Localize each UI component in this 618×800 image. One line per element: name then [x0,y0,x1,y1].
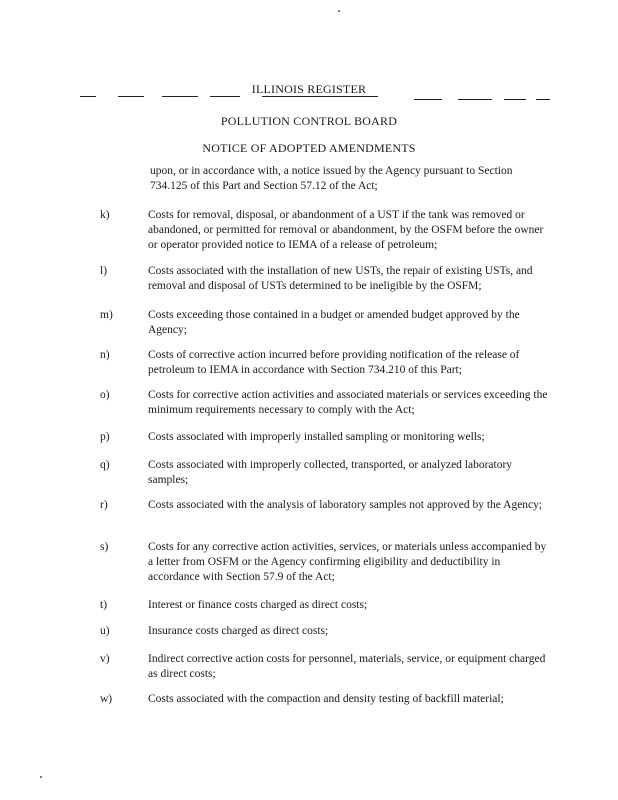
header-rule [504,99,526,100]
header-rule [414,99,442,100]
item-letter: r) [100,499,108,511]
header-rule [536,99,550,100]
board-title: POLLUTION CONTROL BOARD [220,114,398,128]
continuation-text: upon, or in accordance with, a notice issued by the Agency pursuant to Section 734.125 of this Part and Section 57.12 of the Act; [150,165,513,192]
item-letter: m) [100,309,113,321]
item-text: Costs associated with improperly installed sampling or monitoring wells; [148,431,485,443]
header-rule [458,99,492,100]
item-text: Costs associated with the analysis of laboratory samples not approved by the Agency; [148,499,543,511]
item-text: Costs exceeding those contained in a budget or amended budget approved by the Agency; [148,309,520,336]
item-letter: o) [100,389,110,401]
notice-title: NOTICE OF ADOPTED AMENDMENTS [202,141,416,155]
item-text: Indirect corrective action costs for personnel, materials, service, or equipment charged as direct costs; [148,653,546,680]
item-letter: u) [100,625,110,637]
item-letter: p) [100,431,110,443]
item-text: Costs associated with the installation of new USTs, the repair of existing USTs, and removal and disposal of USTs determined to be ineligible by the OSFM; [148,265,533,292]
item-letter: l) [100,265,108,277]
item-text: Costs for removal, disposal, or abandonment of a UST if the tank was removed or abandoned, or permitted for removal or abandonment, by the OSFM before the owner or operator provided notice to IEMA of a release of petroleum; [148,209,544,251]
item-letter: v) [100,653,110,665]
item-text: Costs for corrective action activities and associated materials or services exceeding the minimum requirements necessary to comply with the Act; [148,389,548,416]
item-letter: k) [100,209,110,221]
item-text: Costs associated with improperly collected, transported, or analyzed laboratory samples; [148,459,513,486]
item-text: Interest or finance costs charged as direct costs; [148,599,368,611]
item-letter: s) [100,541,109,553]
item-letter: q) [100,459,110,471]
item-text: Insurance costs charged as direct costs; [148,625,329,637]
register-title: ILLINOIS REGISTER [251,82,367,96]
item-letter: n) [100,349,110,361]
item-letter: t) [100,599,108,611]
item-text: Costs of corrective action incurred before providing notification of the release of petroleum to IEMA in accordance with Section 734.210 of this Part; [148,349,520,376]
scan-speck [40,776,42,778]
item-text: Costs for any corrective action activities, services, or materials unless accompanied by a letter from OSFM or the Agency confirming eligibility and deductibility in accordance with Section 57.9 of the Act; [148,541,547,583]
item-text: Costs associated with the compaction and density testing of backfill material; [148,693,504,705]
item-letter: w) [100,693,113,705]
scan-speck [338,10,340,12]
